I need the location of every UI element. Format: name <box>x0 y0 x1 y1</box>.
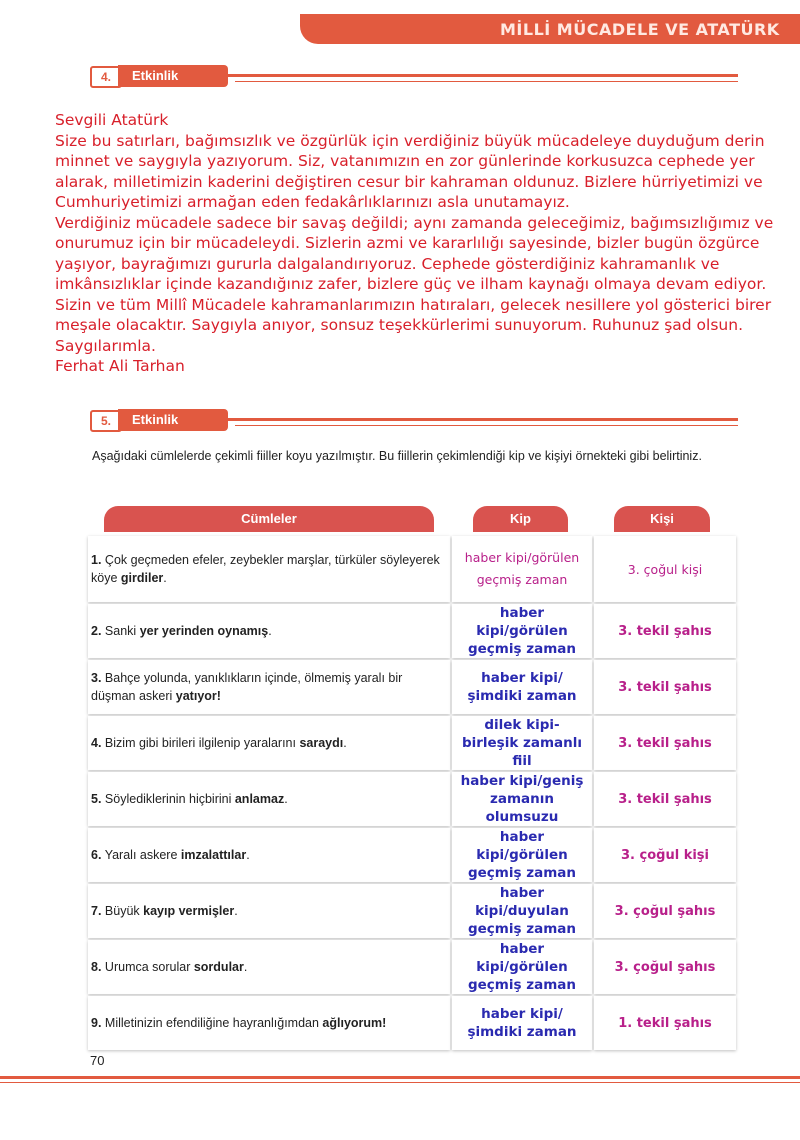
activity-5-number: 5. <box>90 410 122 432</box>
table-row <box>88 660 736 714</box>
kisi-answer: 3. çoğul şahıs <box>614 959 716 975</box>
table-row <box>88 884 736 938</box>
sentence-body: Sanki <box>104 624 137 638</box>
sentence-cell <box>88 604 450 658</box>
header-rule <box>228 418 738 421</box>
kisi-cell <box>594 884 736 938</box>
sentence-body: Çok geçmeden efeler, zeybekler marşlar, türküler söyleyerek köye <box>91 553 440 585</box>
sentence-number: 1. <box>91 553 102 567</box>
sentence-body: Milletinizin efendiliğine hayranlığımdan <box>104 1016 319 1030</box>
kisi-cell <box>594 660 736 714</box>
sentence-punctuation: . <box>268 624 272 638</box>
sentence-punctuation: . <box>246 848 250 862</box>
table-row <box>88 996 736 1050</box>
footer-rule-thin <box>0 1082 800 1083</box>
kip-cell <box>452 536 592 602</box>
activity-5-instructions: Aşağıdaki cümlelerde çekimli fiiller koyu yazılmıştır. Bu fiillerin çekimlendiği kip ve kişiyi örnekteki gibi belirtiniz. <box>92 449 702 463</box>
letter-closing: Saygılarımla. <box>55 336 156 355</box>
header-rule <box>228 74 738 77</box>
conjugated-verb: yatıyor! <box>175 689 221 703</box>
kisi-cell <box>594 772 736 826</box>
sentence-text <box>91 902 238 920</box>
sentence-text <box>91 958 247 976</box>
sentence-body: Büyük <box>104 904 140 918</box>
letter-signature: Ferhat Ali Tarhan <box>55 357 185 375</box>
sentence-cell <box>88 996 450 1050</box>
kisi-cell <box>594 828 736 882</box>
sentence-number: 6. <box>91 848 102 862</box>
sentence-cell <box>88 828 450 882</box>
sentence-text <box>91 551 444 587</box>
kisi-cell <box>594 716 736 770</box>
sentence-number: 2. <box>91 624 102 638</box>
sentence-cell <box>88 884 450 938</box>
conjugated-verb: yer yerinden oynamış <box>139 624 269 638</box>
sentence-cell <box>88 660 450 714</box>
sentence-number: 3. <box>91 671 102 685</box>
sentence-text <box>91 1014 386 1032</box>
sentence-number: 9. <box>91 1016 102 1030</box>
header-rule-thin <box>235 81 738 82</box>
kip-cell <box>452 996 592 1050</box>
sentence-cell <box>88 716 450 770</box>
kisi-cell <box>594 996 736 1050</box>
letter-paragraph: Verdiğiniz mücadele sadece bir savaş değildi; aynı zamanda geleceğimiz, bağımsızlığımız ve onurumuz için bir mücadeleydi. Sizlerin azmi ve kararlılığı sayesinde, bizler bugün özgürce yaşıyor, bayrağımızı gururla dalgalandırıyoruz. Cephede gösterdiğiniz kahramanlık ve imkânsızlıklar içinde kazandığınız zafer, bizlere güç ve ilham kaynağı olmaya devam ediyor. <box>55 213 774 293</box>
header-rule-thin <box>235 425 738 426</box>
kisi-cell <box>594 604 736 658</box>
sentence-text <box>91 790 288 808</box>
sentence-body: Yaralı askere <box>104 848 178 862</box>
kip-cell <box>452 940 592 994</box>
sentence-text <box>91 734 347 752</box>
letter-greeting: Sevgili Atatürk <box>55 111 169 129</box>
kisi-cell <box>594 536 736 602</box>
kisi-answer: 3. çoğul kişi <box>627 561 703 577</box>
sentence-body: Söylediklerinin hiçbirini <box>104 792 232 806</box>
activity-4-number: 4. <box>90 66 122 88</box>
kisi-answer: 3. tekil şahıs <box>618 791 712 807</box>
table-row <box>88 772 736 826</box>
sentence-cell <box>88 536 450 602</box>
activity-4-header <box>90 65 740 87</box>
kip-answer: haber kipi/görülen geçmiş zaman <box>467 829 576 881</box>
sentence-text <box>91 622 272 640</box>
conjugated-verb: imzalattılar <box>180 848 247 862</box>
sentence-body: Bahçe yolunda, yanıklıkların içinde, ölmemiş yaralı bir düşman askeri <box>91 671 403 703</box>
column-header-sentences: Cümleler <box>104 506 434 532</box>
kip-cell <box>452 604 592 658</box>
activity-5-header <box>90 409 740 431</box>
unit-title: MİLLİ MÜCADELE VE ATATÜRK <box>500 20 780 39</box>
kisi-answer: 3. tekil şahıs <box>618 735 712 751</box>
sentence-text <box>91 669 444 705</box>
sentence-body: Urumca sorular <box>104 960 191 974</box>
page-number: 70 <box>90 1053 105 1068</box>
sentence-punctuation: . <box>243 960 248 974</box>
unit-banner <box>300 14 800 44</box>
sentence-number: 8. <box>91 960 102 974</box>
kip-answer: haber kipi/şimdiki zaman <box>467 670 577 704</box>
kisi-answer: 1. tekil şahıs <box>618 1015 712 1031</box>
sentence-body: Bizim gibi birileri ilgilenip yaralarını <box>104 736 296 750</box>
kip-cell <box>452 828 592 882</box>
footer-rule <box>0 1076 800 1079</box>
conjugated-verb: girdiler <box>120 571 164 585</box>
table-row <box>88 716 736 770</box>
column-header-kisi: Kişi <box>614 506 710 532</box>
activity-5-label: Etkinlik <box>118 409 228 431</box>
kisi-answer: 3. çoğul şahıs <box>614 903 716 919</box>
kip-answer: haber kipi/duyulan geçmiş zaman <box>467 885 576 937</box>
table-row <box>88 940 736 994</box>
sentence-text <box>91 846 250 864</box>
kip-answer: dilek kipi-birleşik zamanlı fiil <box>461 717 583 769</box>
conjugated-verb: saraydı <box>299 736 344 750</box>
column-header-kip: Kip <box>473 506 568 532</box>
conjugated-verb: sordular <box>193 960 244 974</box>
letter-paragraph: Sizin ve tüm Millî Mücadele kahramanlarımızın hatıraları, gelecek nesillere yol gösterici birer meşale olacaktır. Saygıyla anıyor, sonsuz teşekkürlerimi sunuyorum. Ruhunuz şad olsun. <box>55 295 772 334</box>
conjugated-verb: kayıp vermişler <box>143 904 235 918</box>
kip-answer: haber kipi/geniş zamanın olumsuzu <box>460 773 584 825</box>
sentence-number: 4. <box>91 736 102 750</box>
kip-cell <box>452 772 592 826</box>
sentence-number: 5. <box>91 792 102 806</box>
kip-answer: haber kipi/görülen geçmiş zaman <box>467 605 576 657</box>
letter-paragraph: Size bu satırları, bağımsızlık ve özgürlük için verdiğiniz büyük mücadeleye duyduğum derin minnet ve saygıyla yazıyorum. Siz, vatanımızın en zor günlerinde korkusuzca cephede yer alarak, milletimizin kaderini değiştiren cesur bir kahraman oldunuz. Bizlere hürriyetimizi ve Cumhuriyetimizi armağan eden fedakârlıklarınızı asla unutamayız. <box>55 131 765 211</box>
kip-answer: haber kipi/şimdiki zaman <box>467 1006 577 1040</box>
kip-cell <box>452 884 592 938</box>
kip-cell <box>452 660 592 714</box>
activity-4-label: Etkinlik <box>118 65 228 87</box>
conjugated-verb: anlamaz <box>234 792 285 806</box>
sentence-cell <box>88 772 450 826</box>
letter-to-ataturk <box>55 110 795 377</box>
kisi-answer: 3. tekil şahıs <box>618 623 712 639</box>
sentence-punctuation: . <box>163 571 167 585</box>
kip-answer: haber kipi/görülen geçmiş zaman <box>467 941 576 993</box>
kisi-cell <box>594 940 736 994</box>
table-row <box>88 828 736 882</box>
kip-answer: haber kipi/görülen geçmiş zaman <box>464 550 580 587</box>
sentence-punctuation: . <box>234 904 238 918</box>
kisi-answer: 3. çoğul kişi <box>621 847 709 863</box>
kisi-answer: 3. tekil şahıs <box>618 679 712 695</box>
table-row <box>88 604 736 658</box>
sentence-number: 7. <box>91 904 102 918</box>
sentence-cell <box>88 940 450 994</box>
kip-cell <box>452 716 592 770</box>
sentence-punctuation: . <box>343 736 347 750</box>
sentence-punctuation: . <box>284 792 288 806</box>
conjugated-verb: ağlıyorum! <box>322 1016 387 1030</box>
table-row <box>88 536 736 602</box>
